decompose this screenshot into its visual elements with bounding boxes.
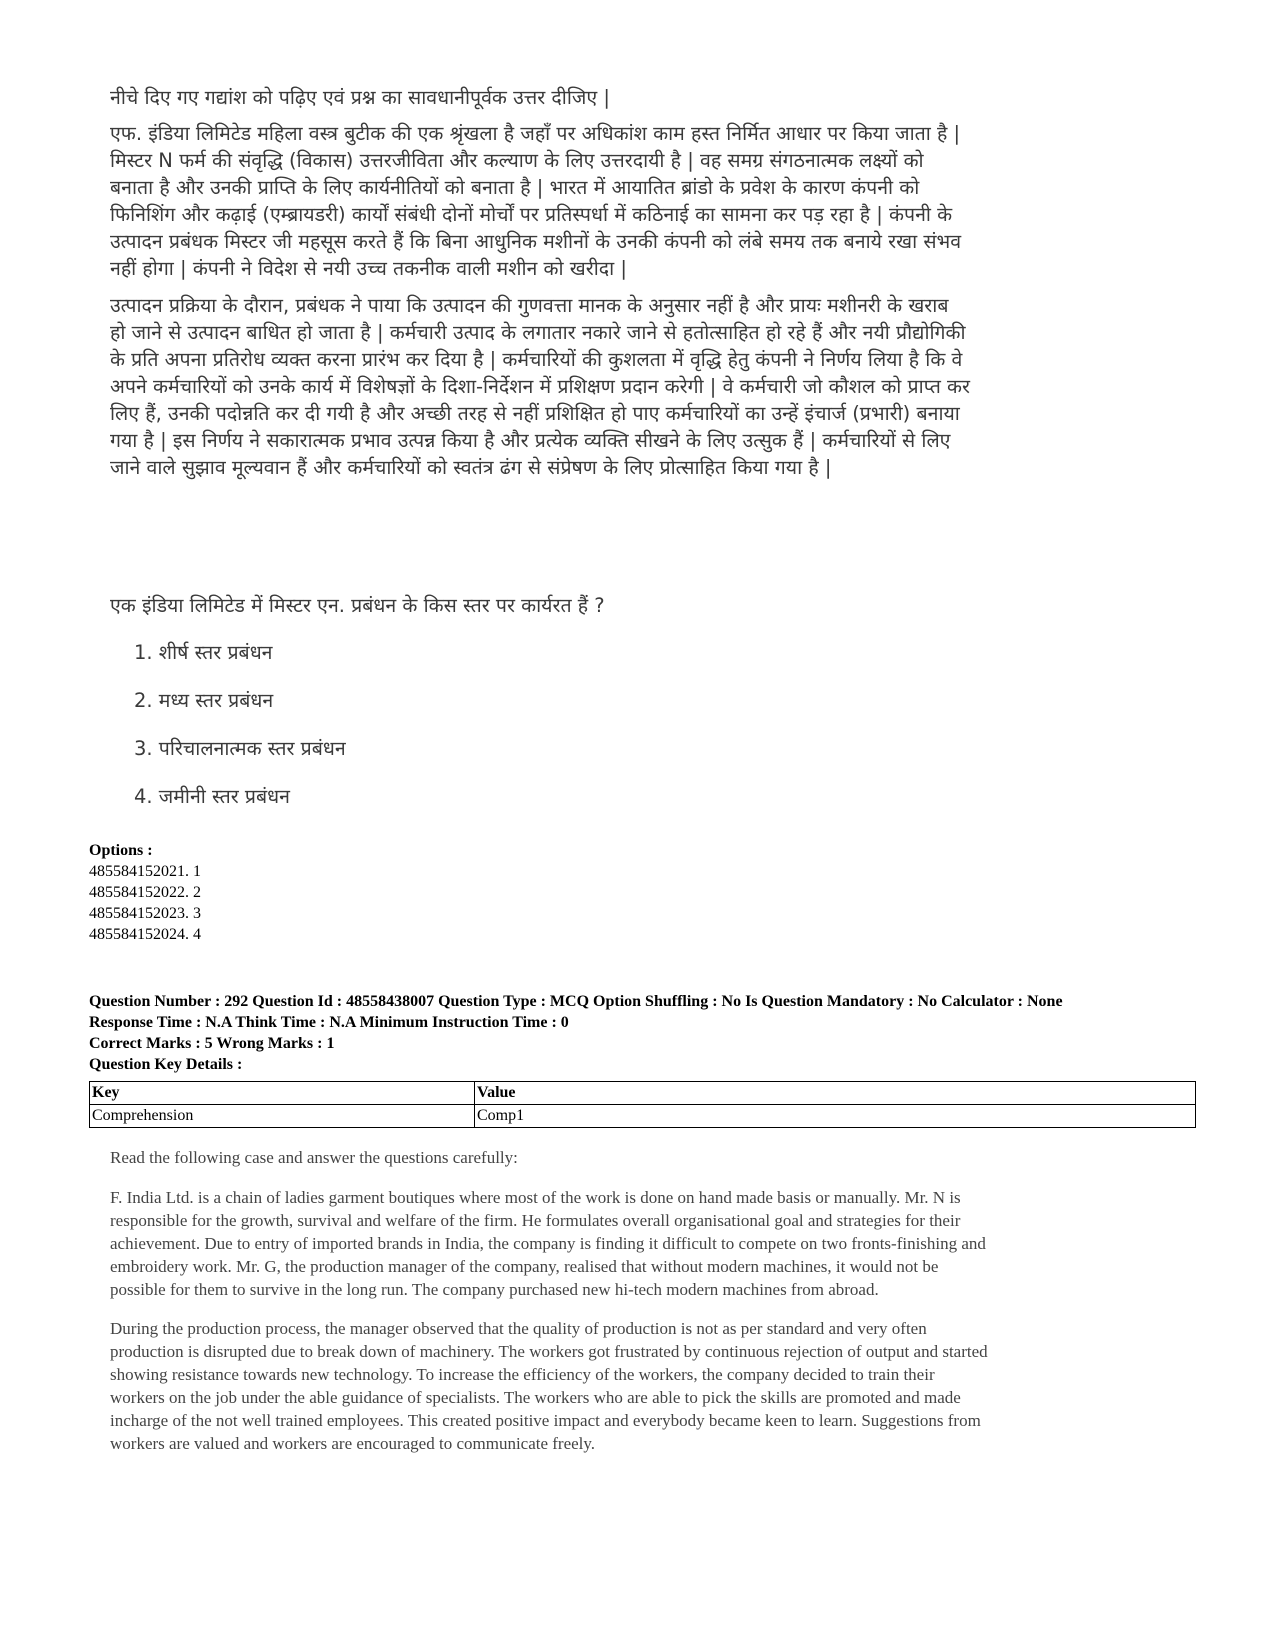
marks-line: Correct Marks : 5 Wrong Marks : 1 bbox=[89, 1035, 335, 1052]
hindi-passage-image bbox=[110, 84, 970, 491]
question-meta-line-1: Question Number : 292 Question Id : 48558438007 Question Type : MCQ Option Shuffling : No Is Question Mandatory : No Calculator : None bbox=[89, 993, 1063, 1010]
hindi-option-4: 4. जमीनी स्तर प्रबंधन bbox=[134, 785, 290, 808]
key-cell: Comprehension bbox=[90, 1105, 475, 1128]
options-list bbox=[89, 840, 201, 945]
hindi-paragraph-1: एफ. इंडिया लिमिटेड महिला वस्त्र बुटीक की एक श्रृंखला है जहाँ पर अधिकांश काम हस्त निर्मित आधार पर किया जाता है | मिस्टर N फर्म की संवृद्धि (विकास) उत्तरजीविता और कल्याण के लिए उत्तरदायी है | वह समग्र संगठनात्मक लक्ष्यों को बनाता है और उनकी प्राप्ति के लिए कार्यनीतियों को बनाता है | भारत में आयातित ब्रांडो के प्रवेश के कारण कंपनी को फिनिशिंग और कढ़ाई (एम्ब्रायडरी) कार्यों संबंधी दोनों मोर्चों पर प्रतिस्पर्धा में कठिनाई का सामना कर पड़ रहा है | कंपनी के उत्पादन प्रबंधक मिस्टर जी महसूस करते हैं कि बिना आधुनिक मशीनों के उनकी कंपनी को लंबे समय तक बनाये रखा संभव नहीं होगा | कंपनी ने विदेश से नयी उच्च तकनीक वाली मशीन को खरीदा | bbox=[110, 122, 962, 280]
question-metadata bbox=[89, 991, 1199, 1075]
english-paragraph-1: F. India Ltd. is a chain of ladies garment boutiques where most of the work is done on hand made basis or manually. Mr. N is responsible for the growth, survival and welfare of the firm. He formulates overall organisational goal and strategies for their achievement. Due to entry of imported brands in India, the company is finding it difficult to compete on two fronts-finishing and embroidery work. Mr. G, the production manager of the company, realised that without modern machines, it would not be possible for them to survive in the long run. The company purchased new hi-tech modern machines from abroad. bbox=[110, 1188, 986, 1299]
options-header: Options : bbox=[89, 842, 153, 859]
english-paragraph-2: During the production process, the manager observed that the quality of production is not as per standard and very often production is disrupted due to break down of machinery. The workers got frustrated by continuous rejection of output and started showing resistance towards new technology. To increase the efficiency of the workers, the company decided to train their workers on the job under the able guidance of specialists. The workers who are able to pick the skills are promoted and made incharge of the not well trained employees. This created positive impact and everybody became keen to learn. Suggestions from workers are valued and workers are encouraged to communicate freely. bbox=[110, 1319, 988, 1453]
question-key-table bbox=[89, 1081, 1196, 1128]
hindi-question-image bbox=[110, 592, 970, 831]
option-item: 485584152022. 2 bbox=[89, 884, 201, 901]
table-row bbox=[90, 1105, 1196, 1128]
option-item: 485584152021. 1 bbox=[89, 863, 201, 880]
key-header-cell: Key bbox=[90, 1082, 475, 1105]
table-header-row bbox=[90, 1082, 1196, 1105]
hindi-option-1: 1. शीर्ष स्तर प्रबंधन bbox=[134, 641, 273, 664]
hindi-paragraph-2: उत्पादन प्रक्रिया के दौरान, प्रबंधक ने पाया कि उत्पादन की गुणवत्ता मानक के अनुसार नहीं है और प्रायः मशीनरी के खराब हो जाने से उत्पादन बाधित हो जाता है | कर्मचारी उत्पाद के लगातार नकारे जाने से हतोत्साहित हो रहे हैं और नयी प्रौद्योगिकी के प्रति अपना प्रतिरोध व्यक्त करना प्रारंभ कर दिया है | कर्मचारियों की कुशलता में वृद्धि हेतु कंपनी ने निर्णय लिया है कि वे अपने कर्मचारियों को उनके कार्य में विशेषज्ञों के दिशा-निर्देशन में प्रशिक्षण प्रदान करेगी | वे कर्मचारी जो कौशल को प्राप्त कर लिए हैं, उनकी पदोन्नति कर दी गयी है और अच्छी तरह से नहीं प्रशिक्षित हो पाए कर्मचारियों का उन्हें इंचार्ज (प्रभारी) बनाया गया है | इस निर्णय ने सकारात्मक प्रभाव उत्पन्न किया है और प्रत्येक व्यक्ति सीखने के लिए उत्सुक हैं | कर्मचारियों से लिए जाने वाले सुझाव मूल्यवान हैं और कर्मचारियों को स्वतंत्र ढंग से संप्रेषण के लिए प्रोत्साहित किया गया है | bbox=[110, 294, 970, 479]
english-instruction: Read the following case and answer the questions carefully: bbox=[110, 1148, 518, 1167]
hindi-instruction: नीचे दिए गए गद्यांश को पढ़िए एवं प्रश्न का सावधानीपूर्वक उत्तर दीजिए | bbox=[110, 86, 610, 109]
value-cell: Comp1 bbox=[475, 1105, 1196, 1128]
english-passage-image bbox=[110, 1146, 990, 1471]
hindi-option-2: 2. मध्य स्तर प्रबंधन bbox=[134, 689, 274, 712]
value-header-cell: Value bbox=[475, 1082, 1196, 1105]
question-meta-line-2: Response Time : N.A Think Time : N.A Minimum Instruction Time : 0 bbox=[89, 1014, 569, 1031]
option-item: 485584152024. 4 bbox=[89, 926, 201, 943]
hindi-question-text: एक इंडिया लिमिटेड में मिस्टर एन. प्रबंधन के किस स्तर पर कार्यरत हैं ? bbox=[110, 594, 605, 617]
hindi-option-3: 3. परिचालनात्मक स्तर प्रबंधन bbox=[134, 737, 346, 760]
option-item: 485584152023. 3 bbox=[89, 905, 201, 922]
key-details-label: Question Key Details : bbox=[89, 1056, 243, 1073]
